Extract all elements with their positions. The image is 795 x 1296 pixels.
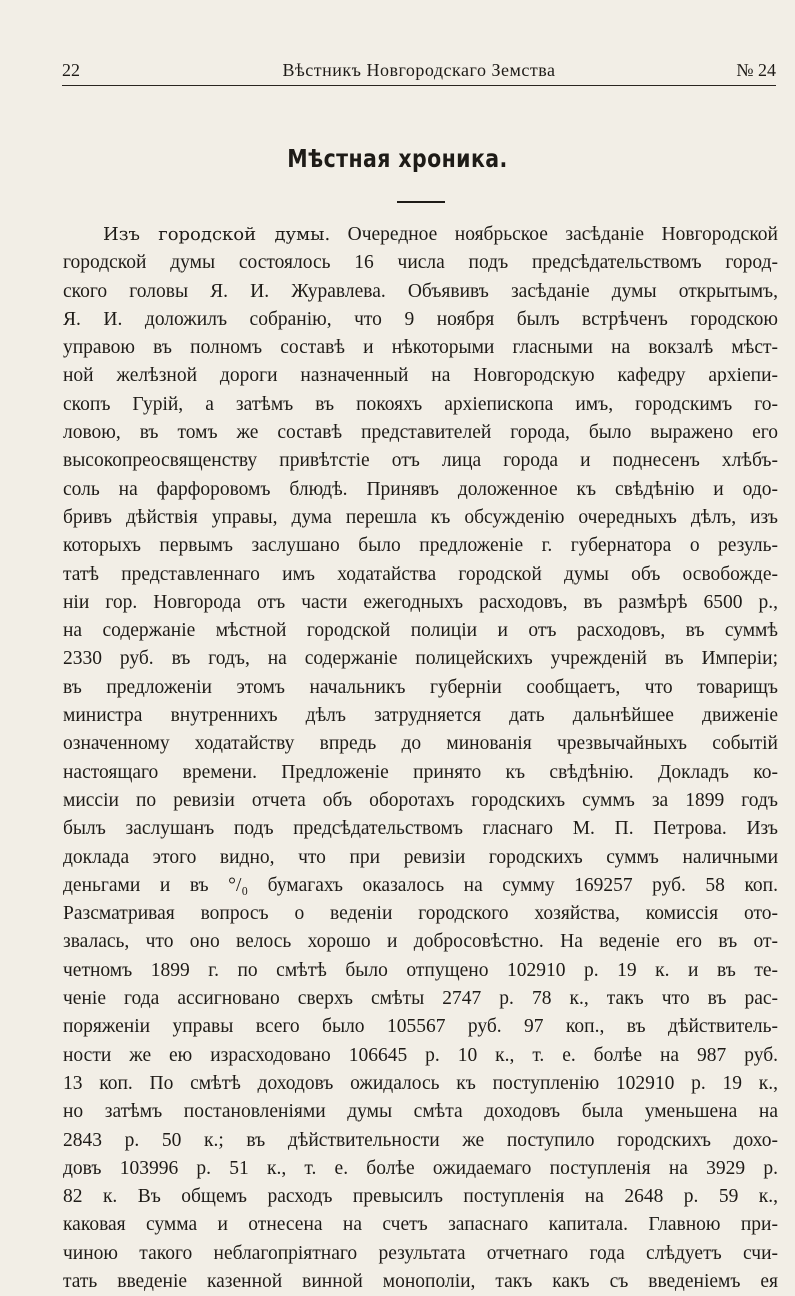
text-line: 2330 руб. въ годъ, на содержаніе полицейскихъ учрежденій въ Имперіи; [63, 648, 778, 670]
text-line: 82 к. Въ общемъ расходъ превысилъ поступленія на 2648 р. 59 к., [63, 1186, 778, 1208]
text-line: деньгами и въ °/₀ бумагахъ оказалось на сумму 169257 руб. 58 коп. [63, 874, 778, 896]
text-line: звалась, что оно велось хорошо и добросовѣстно. На веденіе его въ от- [63, 931, 778, 953]
text-line: былъ заслушанъ подъ предсѣдательствомъ гласнаго М. П. Петрова. Изъ [63, 818, 778, 840]
text-line: городской думы состоялось 16 числа подъ предсѣдательствомъ город- [63, 252, 778, 274]
journal-title: Вѣстникъ Новгородскаго Земства [282, 60, 556, 80]
text-line-first [63, 221, 778, 249]
text-line: бривъ дѣйствія управы, дума перешла къ обсужденію очередныхъ дѣлъ, изъ [63, 506, 778, 528]
text-line: миссіи по ревизіи отчета объ оборотахъ городскихъ суммъ за 1899 годъ [63, 789, 778, 811]
text-line: ной желѣзной дороги назначенный на Новгородскую кафедру архіепи- [63, 365, 778, 387]
text-line: но затѣмъ постановленіями думы смѣта доходовъ была уменьшена на [63, 1101, 778, 1123]
text-line: ского головы Я. И. Журавлева. Объявивъ засѣданіе думы открытымъ, [63, 280, 778, 302]
issue-number: № 24 [736, 60, 776, 80]
text-line: каковая сумма и отнесена на счетъ запаснаго капитала. Главною при- [63, 1214, 778, 1236]
text-line: ности же ею израсходовано 106645 р. 10 к., т. е. болѣе на 987 руб. [63, 1044, 778, 1066]
text-line: ловою, въ томъ же составѣ представителей города, было выражено его [63, 422, 778, 444]
text-line: довъ 103996 р. 51 к., т. е. болѣе ожидаемаго поступленія на 3929 р. [63, 1157, 778, 1179]
text-line: ніи гор. Новгорода отъ части ежегодныхъ расходовъ, въ размѣрѣ 6500 р., [63, 591, 778, 613]
article-lead: Изъ городской думы. [103, 224, 331, 245]
title-divider [397, 201, 445, 203]
text-line: означенному ходатайству впредь до минованія чрезвычайныхъ событій [63, 733, 778, 755]
text-line: Разсматривая вопросъ о веденіи городского хозяйства, комиссія ото- [63, 903, 778, 925]
text-line: поряженіи управы всего было 105567 руб. 97 коп., въ дѣйствитель- [63, 1016, 778, 1038]
text-line: доклада этого видно, что при ревизіи городскихъ суммъ наличными [63, 846, 778, 868]
text-line: ченіе года ассигновано сверхъ смѣты 2747 р. 78 к., такъ что въ рас- [63, 988, 778, 1010]
text-line-first-rest: Очередное ноябрьское засѣданіе Новгородской [330, 224, 778, 245]
text-line: татѣ представленнаго имъ ходатайства городской думы объ освобожде- [63, 563, 778, 585]
text-line: высокопреосвященству привѣтстіе отъ лица города и поднесенъ хлѣбъ- [63, 450, 778, 472]
text-line: чиною такого неблагопріятнаго результата отчетнаго года слѣдуетъ счи- [63, 1242, 778, 1264]
text-line: на содержаніе мѣстной городской полиціи и отъ расходовъ, въ суммѣ [63, 620, 778, 642]
text-line: министра внутреннихъ дѣлъ затрудняется дать дальнѣйшее движеніе [63, 705, 778, 727]
page-number: 22 [62, 60, 80, 80]
text-line: настоящаго времени. Предложеніе принято къ свѣдѣнію. Докладъ ко- [63, 761, 778, 783]
article-body [63, 221, 778, 1296]
text-line: 2843 р. 50 к.; въ дѣйствительности же поступило городскихъ дохо- [63, 1129, 778, 1151]
text-line: въ предложеніи этомъ начальникъ губерніи сообщаетъ, что товарищъ [63, 676, 778, 698]
text-line: Я. И. доложилъ собранію, что 9 ноября былъ встрѣченъ городскою [63, 308, 778, 330]
text-line: тать введеніе казенной винной монополіи, такъ какъ съ введеніемъ ея [63, 1270, 778, 1292]
running-header [62, 60, 776, 84]
section-title: Мѣстная хроника. [287, 144, 508, 173]
text-line: которыхъ первымъ заслушано было предложеніе г. губернатора о резуль- [63, 535, 778, 557]
text-line: скопъ Гурій, а затѣмъ въ покояхъ архіепископа имъ, городскимъ го- [63, 393, 778, 415]
text-line: четномъ 1899 г. по смѣтѣ было отпущено 102910 р. 19 к. и въ те- [63, 959, 778, 981]
header-rule [62, 85, 776, 86]
text-line: управою въ полномъ составѣ и нѣкоторыми гласными на вокзалѣ мѣст- [63, 337, 778, 359]
text-line: соль на фарфоровомъ блюдѣ. Принявъ доложенное къ свѣдѣнію и одо- [63, 478, 778, 500]
text-line: 13 коп. По смѣтѣ доходовъ ожидалось къ поступленію 102910 р. 19 к., [63, 1072, 778, 1094]
